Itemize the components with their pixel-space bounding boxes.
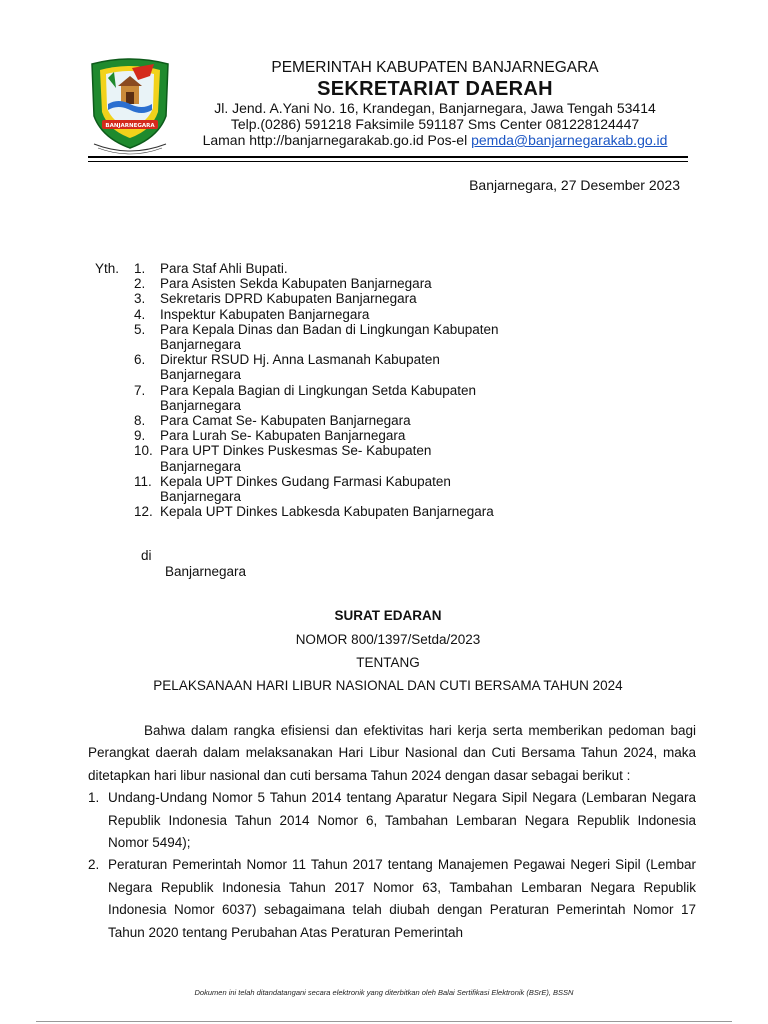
recipient-item: 2. Para Asisten Sekda Kabupaten Banjarnegara [134,276,432,292]
government-name: PEMERINTAH KABUPATEN BANJARNEGARA [271,59,599,76]
recipient-item: 12. Kepala UPT Dinkes Labkesda Kabupaten Banjarnegara [134,504,494,520]
letter-date: Banjarnegara, 27 Desember 2023 [469,177,680,193]
letterhead-rule-thin [88,161,688,162]
recipient-item: 10. Para UPT Dinkes Puskesmas Se- Kabupaten Banjarnegara [134,443,432,474]
addressee-salutation: Yth. [95,261,120,276]
addressee-destination: Banjarnegara [165,564,247,579]
circular-title: SURAT EDARAN [334,608,442,623]
email-link[interactable]: pemda@banjarnegarakab.go.id [471,132,668,148]
recipient-item: 11. Kepala UPT Dinkes Gudang Farmasi Kabupaten Banjarnegara [134,473,451,505]
intro-paragraph: Bahwa dalam rangka efisiensi dan efektivitas hari kerja serta memberikan pedoman bagi Perangkat daerah dalam melaksanakan Hari Libur Nasional dan Cuti Bersama Tahun 2024, maka ditetapkan hari libur nasional dan cuti bersama Tahun 2024 dengan dasar sebagai berikut : [88,723,696,783]
addressee-di: di [141,548,152,563]
office-phone: Telp.(0286) 591218 Faksimile 591187 Sms Center 081228124447 [230,116,640,132]
legal-basis-item: 1. Undang-Undang Nomor 5 Tahun 2014 tentang Aparatur Negara Sipil Negara (Lembaran Negara Republik Indonesia Tahun 2014 Nomor 6, Tambahan Lembaran Negara Republik Indonesia Nomor 5494); [88,790,696,851]
regency-logo [88,58,172,158]
e-signature-footer: Dokumen ini telah ditandatangani secara elektronik yang diterbitkan oleh Balai Sertifikasi Elektronik (BSrE), BSSN [194,988,574,997]
recipient-item: 4. Inspektur Kabupaten Banjarnegara [134,306,370,322]
circular-about: TENTANG [356,655,420,670]
recipient-item: 6. Direktur RSUD Hj. Anna Lasmanah Kabupaten Banjarnegara [134,352,440,383]
letter-body [88,720,696,944]
circular-subject: PELAKSANAAN HARI LIBUR NASIONAL DAN CUTI BERSAMA TAHUN 2024 [153,678,623,693]
recipient-item: 9. Para Lurah Se- Kabupaten Banjarnegara [134,428,406,444]
recipient-item: 3. Sekretaris DPRD Kabupaten Banjarnegara [134,291,417,307]
logo-banner-text: BANJARNEGARA [105,123,155,129]
office-name: SEKRETARIAT DAERAH [317,78,553,100]
office-contact [182,132,688,148]
recipient-item: 1. Para Staf Ahli Bupati. [134,261,288,276]
circular-number: NOMOR 800/1397/Setda/2023 [295,632,481,647]
office-address: Jl. Jend. A.Yani No. 16, Krandegan, Banjarnegara, Jawa Tengah 53414 [214,100,656,116]
legal-basis-item: 2. Peraturan Pemerintah Nomor 11 Tahun 2017 tentang Manajemen Pegawai Negeri Sipil (Lembar Negara Republik Indonesia Tahun 2017 Nomor 63, Tambahan Lembaran Negara Republik Indonesia Nomor 6037) sebagaimana telah diubah dengan Peraturan Pemerintah Nomor 17 Tahun 2020 tentang Perubahan Atas Peraturan Pemerintah [88,857,696,940]
footer-rule [36,1021,732,1022]
recipient-item: 8. Para Camat Se- Kabupaten Banjarnegara [134,413,411,429]
letterhead-rule-thick [88,156,688,158]
recipient-item: 7. Para Kepala Bagian di Lingkungan Setda Kabupaten Banjarnegara [134,382,477,413]
recipient-list [134,261,514,519]
website-text: Laman http://banjarnegarakab.go.id Pos-el [202,132,472,148]
recipient-item: 5. Para Kepala Dinas dan Badan di Lingkungan Kabupaten Banjarnegara [134,321,499,353]
